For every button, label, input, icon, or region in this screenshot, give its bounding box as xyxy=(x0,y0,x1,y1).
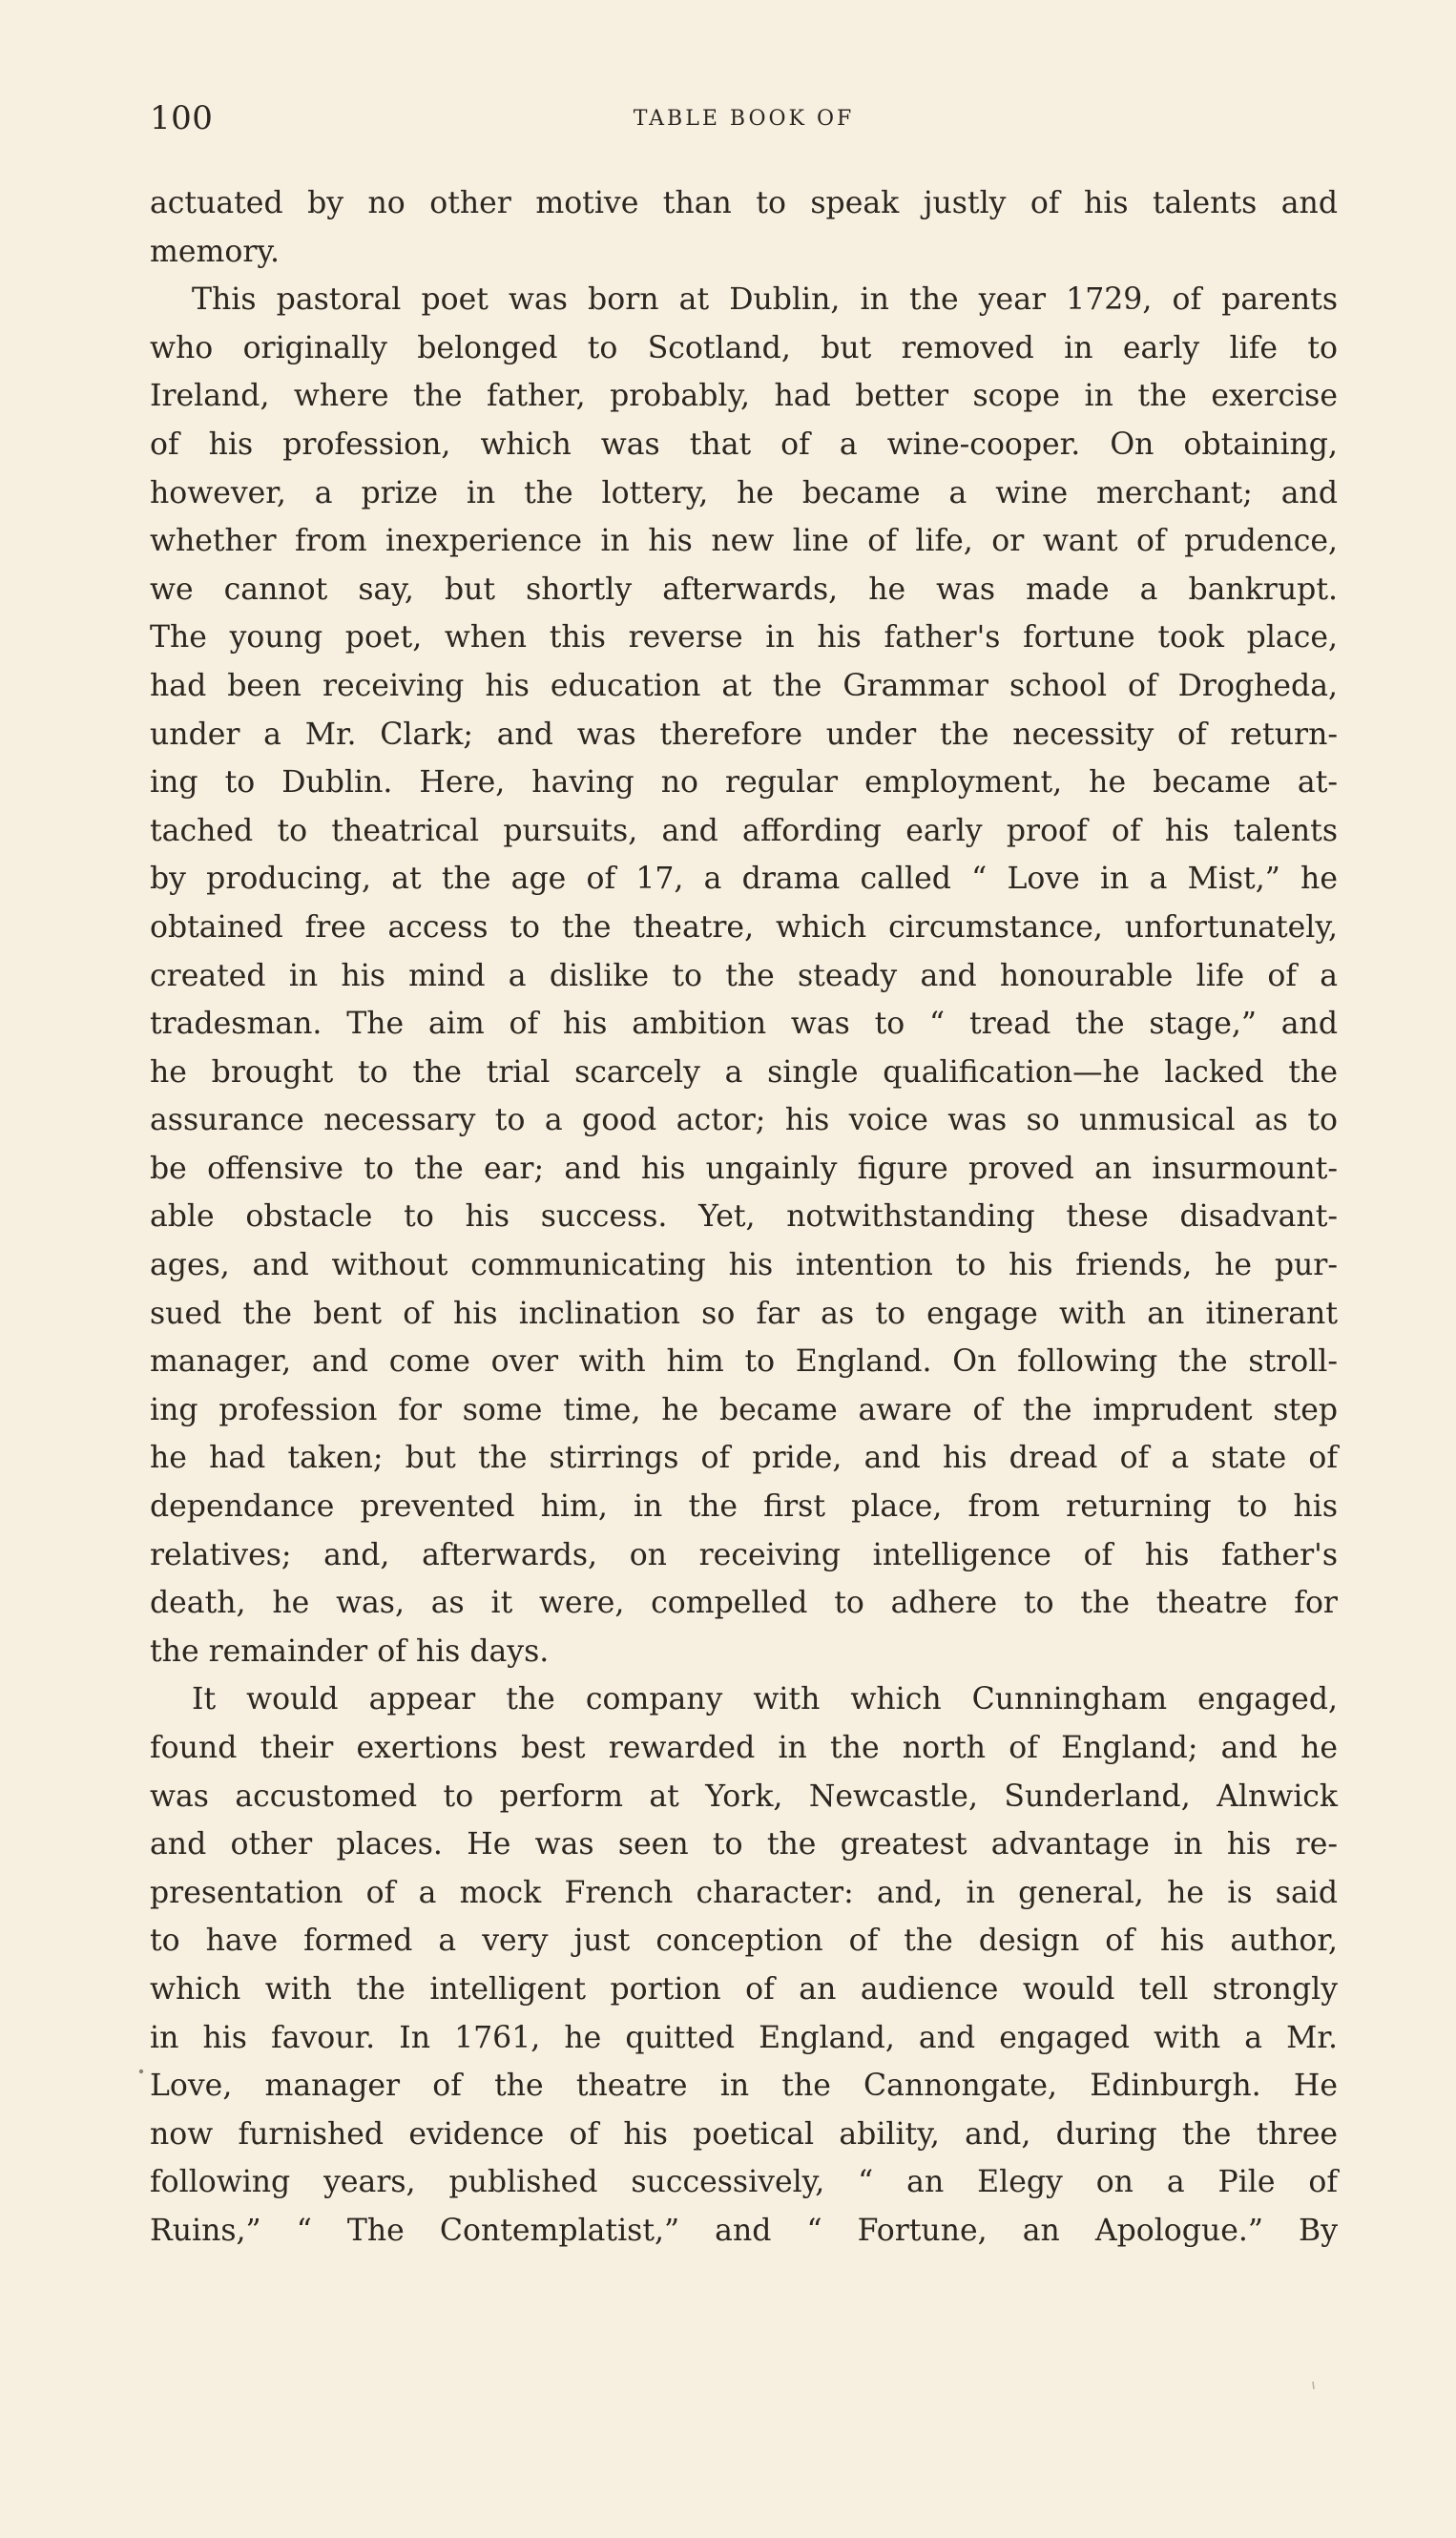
running-head: TABLE BOOK OF xyxy=(633,107,855,131)
ink-speck xyxy=(139,2070,143,2073)
text-line: presentation of a mock French character: and, in general, he is said xyxy=(150,1875,1338,1910)
text-line: in his favour. In 1761, he quitted England, and engaged with a Mr. xyxy=(150,2020,1338,2055)
text-line: It would appear the company with which Cunningham engaged, xyxy=(192,1682,1338,1717)
text-line: however, a prize in the lottery, he became a wine merchant; and xyxy=(150,475,1338,510)
text-line: the remainder of his days. xyxy=(150,1633,550,1669)
text-line: sued the bent of his inclination so far as to engage with an itinerant xyxy=(150,1296,1338,1331)
text-line: found their exertions best rewarded in the north of England; and he xyxy=(150,1731,1338,1765)
text-line: dependance prevented him, in the first place, from returning to his xyxy=(150,1489,1338,1525)
text-line: and other places. He was seen to the greatest advantage in his re- xyxy=(150,1827,1338,1862)
text-line: to have formed a very just conception of the design of his author, xyxy=(150,1924,1338,1959)
text-line: created in his mind a dislike to the steady and honourable life of a xyxy=(150,958,1338,993)
text-line: ing profession for some time, he became aware of the imprudent step xyxy=(150,1392,1338,1427)
text-line: death, he was, as it were, compelled to adhere to the theatre for xyxy=(150,1586,1338,1621)
text-line: under a Mr. Clark; and was therefore under the necessity of return- xyxy=(150,717,1338,752)
text-line: actuated by no other motive than to speak justly of his talents and xyxy=(150,186,1338,220)
text-line: ages, and without communicating his intention to his friends, he pur- xyxy=(150,1248,1338,1283)
text-line: we cannot say, but shortly afterwards, he was made a bankrupt. xyxy=(150,572,1338,607)
text-line: tradesman. The aim of his ambition was to “ tread the stage,” and xyxy=(150,1007,1338,1042)
text-line: ing to Dublin. Here, having no regular employment, he became at- xyxy=(150,765,1338,801)
text-line: Ruins,” “ The Contemplatist,” and “ Fortune, an Apologue.” By xyxy=(150,2213,1338,2248)
text-line: was accustomed to perform at York, Newcastle, Sunderland, Alnwick xyxy=(150,1779,1338,1814)
text-line: relatives; and, afterwards, on receiving intelligence of his father's xyxy=(150,1537,1338,1572)
text-line: who originally belonged to Scotland, but removed in early life to xyxy=(150,330,1338,365)
text-line: Ireland, where the father, probably, had better scope in the exercise xyxy=(150,379,1338,414)
text-line: The young poet, when this reverse in his father's fortune took place, xyxy=(150,620,1338,655)
text-line: which with the intelligent portion of an audience would tell strongly xyxy=(150,1971,1338,2007)
text-line: tached to theatrical pursuits, and affording early proof of his talents xyxy=(150,813,1338,848)
text-line: he had taken; but the stirrings of pride, and his dread of a state of xyxy=(150,1441,1338,1476)
text-line: whether from inexperience in his new line of life, or want of prudence, xyxy=(150,524,1338,559)
text-line: able obstacle to his success. Yet, notwithstanding these disadvant- xyxy=(150,1199,1338,1235)
text-line: Love, manager of the theatre in the Cannongate, Edinburgh. He xyxy=(150,2069,1338,2104)
text-line: be offensive to the ear; and his ungainly figure proved an insurmount- xyxy=(150,1151,1338,1186)
text-line: he brought to the trial scarcely a single qualification—he lacked the xyxy=(150,1054,1338,1090)
text-line: assurance necessary to a good actor; his voice was so unmusical as to xyxy=(150,1103,1338,1138)
text-line: had been receiving his education at the Grammar school of Drogheda, xyxy=(150,668,1338,703)
text-line: of his profession, which was that of a wine-cooper. On obtaining, xyxy=(150,426,1338,462)
text-line: This pastoral poet was born at Dublin, in the year 1729, of parents xyxy=(192,282,1338,318)
text-line: following years, published successively, “ an Elegy on a Pile of xyxy=(150,2165,1338,2200)
text-line: obtained free access to the theatre, which circumstance, unfortunately, xyxy=(150,909,1338,945)
text-line: manager, and come over with him to England. On following the stroll- xyxy=(150,1344,1338,1380)
text-line: by producing, at the age of 17, a drama called “ Love in a Mist,” he xyxy=(150,862,1338,897)
text-line: now furnished evidence of his poetical ability, and, during the three xyxy=(150,2116,1338,2152)
paper-mark xyxy=(1313,2382,1314,2389)
page-number: 100 xyxy=(150,99,214,137)
text-line: memory. xyxy=(150,234,281,269)
